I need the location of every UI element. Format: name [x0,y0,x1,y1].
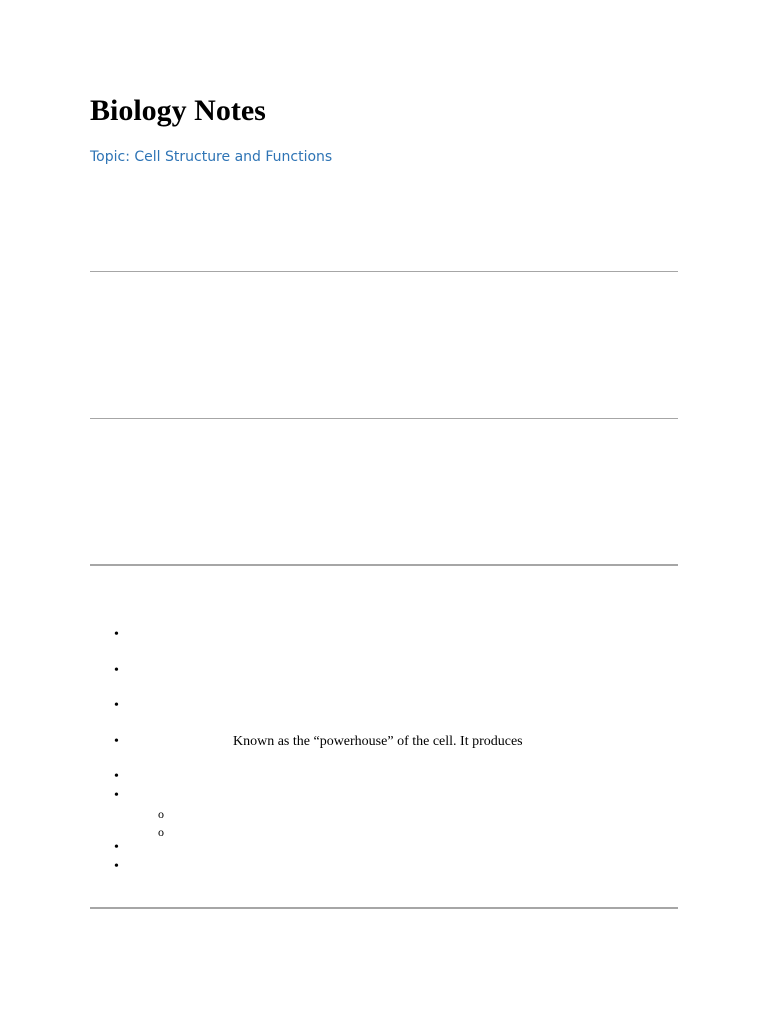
page-title: Biology Notes [90,94,266,127]
topic-subtitle: Topic: Cell Structure and Functions [90,149,333,165]
horizontal-divider-3 [90,564,678,566]
list-bullet: • [114,769,119,784]
list-bullet: • [114,698,119,713]
list-bullet: • [114,734,119,749]
list-item-mitochondria-text: Known as the “powerhouse” of the cell. It produces [233,734,523,749]
horizontal-divider-1 [90,271,678,272]
list-bullet: • [114,859,119,874]
list-bullet: • [114,788,119,803]
list-bullet: • [114,627,119,642]
list-bullet: • [114,663,119,678]
list-bullet: • [114,840,119,855]
sublist-bullet: o [158,825,164,839]
horizontal-divider-4 [90,907,678,909]
sublist-bullet: o [158,807,164,821]
horizontal-divider-2 [90,418,678,419]
